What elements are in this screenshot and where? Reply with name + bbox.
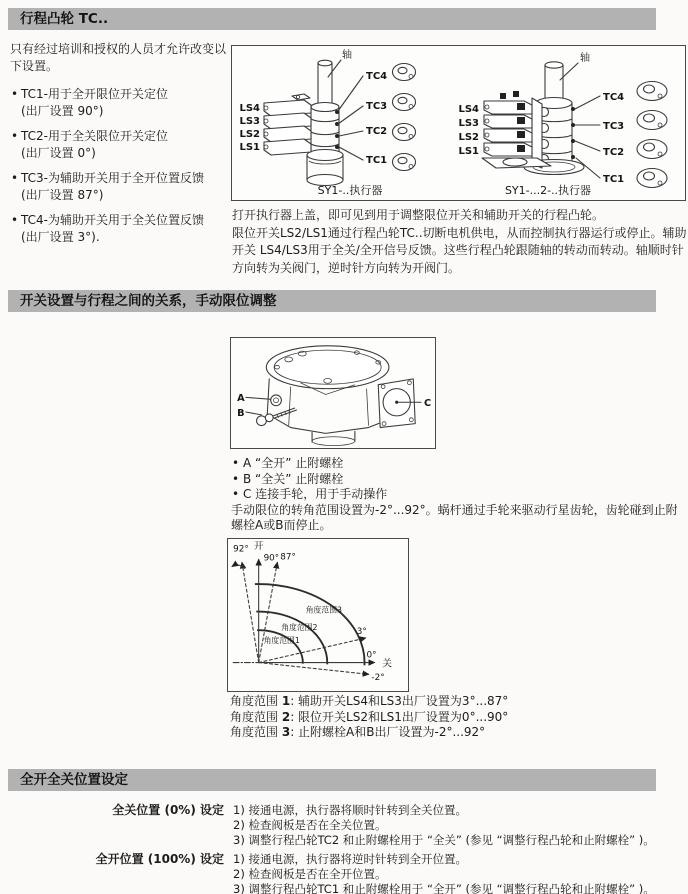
tc-label: TC2 (603, 147, 625, 158)
angle-minus2-label: -2° (371, 673, 385, 684)
valve-label-c: C (423, 398, 432, 410)
tc-label: TC4 (603, 92, 625, 103)
ls-label: LS4 (458, 104, 479, 115)
angle-range-line: 角度范围 1: 辅助开关LS4和LS3出厂设置为3°...87° (230, 694, 509, 708)
ls-label: LS1 (458, 146, 479, 157)
cam-ring-icon (393, 64, 416, 171)
open-label: 开 (253, 540, 264, 552)
close-label: 关 (382, 658, 393, 670)
section-header-travel-cams: 行程凸轮 TC.. (8, 8, 656, 30)
ls-label: LS1 (239, 142, 260, 153)
bullet-b: • B “全关” 止附螺栓 (231, 472, 687, 488)
section-header-switch-travel: 开关设置与行程之间的关系，手动限位调整 (8, 290, 656, 312)
ls-label: LS3 (239, 116, 260, 127)
angle-diagram (228, 539, 407, 690)
tc4-note: (出厂设置 3°). (21, 230, 100, 244)
manual-limit-text (231, 456, 687, 534)
tc4-text: • TC4-为辅助开关用于全关位置反馈 (21, 213, 204, 227)
limit-switch-stack-right (482, 91, 551, 168)
step: 3) 调整行程凸轮TC1 和止附螺栓用于 “全开” (参见 “调整行程凸轮和止附螺栓” )。 (233, 882, 655, 894)
valve-diagram (231, 338, 434, 447)
open-position-steps (233, 852, 686, 894)
ls-label: LS4 (239, 103, 260, 114)
valve-label-b: B (237, 407, 245, 419)
angle-92-label: 92° (233, 544, 249, 555)
tc1-text: • TC1-用于全开限位开关定位 (21, 87, 168, 101)
actuator-diagram-box (231, 45, 686, 201)
angle-range-line: 角度范围 3: 止附螺栓A和B出厂设置为-2°...92° (230, 725, 486, 739)
angle-87-label: 87° (280, 552, 296, 563)
tc4-bullet (10, 212, 228, 246)
ray-minus2 (259, 663, 369, 675)
tc1-bullet (10, 86, 228, 120)
actuator-diagram (232, 46, 684, 198)
intro-text: 只有经过培训和授权的人员才允许改变以下设置。 (10, 42, 227, 73)
tc2-bullet (10, 128, 228, 162)
closed-position-group (8, 803, 686, 848)
ls-label: LS2 (458, 132, 479, 143)
valve-label-a: A (237, 393, 245, 405)
manual-limit-note: 手动限位的转角范围设置为-2°...92°。蜗杆通过手轮来驱动行星齿轮，齿轮碰到止附螺栓A或B而停止。 (231, 502, 678, 532)
angle-range-list (230, 694, 686, 741)
tc-label: TC1 (603, 174, 625, 185)
position-setting-groups (8, 803, 686, 894)
tc-label: TC2 (366, 126, 388, 137)
angle-0-label: 0° (366, 650, 377, 661)
ray-92 (242, 563, 259, 663)
cam-description-line1: 打开执行器上盖，即可见到用于调整限位开关和辅助开关的行程凸轮。 (232, 208, 605, 222)
closed-position-label: 全关位置 (0%) 设定 (112, 803, 224, 817)
closed-position-steps (233, 803, 686, 848)
tc-label: TC3 (366, 101, 388, 112)
tc-label: TC4 (366, 71, 388, 82)
limit-switch-stack-left (264, 94, 311, 155)
shaft-label: 轴 (580, 53, 590, 64)
step: 1) 接通电源，执行器将逆时针转到全开位置。 (233, 852, 467, 866)
ls-label: LS3 (458, 118, 479, 129)
angle-range-line: 角度范围 2: 限位开关LS2和LS1出厂设置为0°...90° (230, 709, 509, 724)
angle-diagram-box (227, 538, 409, 692)
tc3-text: • TC3-为辅助开关用于全开位置反馈 (21, 171, 204, 185)
intro-column (10, 41, 228, 254)
cam-ring-icon (637, 82, 667, 188)
step: 2) 检查阀板是否在全开位置。 (233, 867, 387, 881)
valve-diagram-box (230, 337, 436, 449)
open-position-group (8, 852, 686, 894)
tc2-text: • TC2-用于全关限位开关定位 (21, 129, 168, 143)
shaft-label: 轴 (342, 50, 352, 61)
angle-3-label: 3° (356, 627, 367, 638)
tc-label: TC1 (366, 155, 388, 166)
tc1-note: (出厂设置 90°) (21, 104, 104, 118)
step: 1) 接通电源，执行器将顺时针转到全关位置。 (233, 803, 467, 817)
cam-description (232, 207, 687, 277)
actuator-right (458, 51, 667, 197)
ls-label: LS2 (239, 129, 260, 140)
cam-description-line2: 限位开关LS2/LS1通过行程凸轮TC..切断电机供电，从而控制执行器运行或停止。辅助开关 LS4/LS3用于全关/全开信号反馈。这些行程凸轮跟随轴的转动而转动。轴顺时针方向转为关阀门，逆时针方向转为开阀门。 (232, 225, 687, 275)
actuator-right-caption: SY1-...2-..执行器 (504, 184, 592, 197)
actuator-left-caption: SY1-..执行器 (317, 184, 383, 197)
range1-label: 角度范围1 (263, 635, 300, 645)
open-position-label: 全开位置 (100%) 设定 (95, 852, 224, 866)
tc-label: TC3 (603, 121, 625, 132)
step: 2) 检查阀板是否在全关位置。 (233, 818, 387, 832)
range2-label: 角度范围2 (281, 623, 318, 633)
angle-90-label: 90° (263, 553, 280, 564)
range3-label: 角度范围3 (305, 605, 343, 615)
tc3-note: (出厂设置 87°) (21, 188, 104, 202)
bullet-a: • A “全开” 止附螺栓 (231, 456, 687, 472)
tc2-note: (出厂设置 0°) (21, 146, 96, 160)
section-header-open-close-setting: 全开全关位置设定 (8, 769, 656, 791)
bullet-c: • C 连接手轮，用于手动操作 (231, 487, 687, 503)
step: 3) 调整行程凸轮TC2 和止附螺栓用于 “全关” (参见 “调整行程凸轮和止附螺栓” )。 (233, 833, 655, 847)
actuator-left (239, 48, 415, 197)
tc3-bullet (10, 170, 228, 204)
